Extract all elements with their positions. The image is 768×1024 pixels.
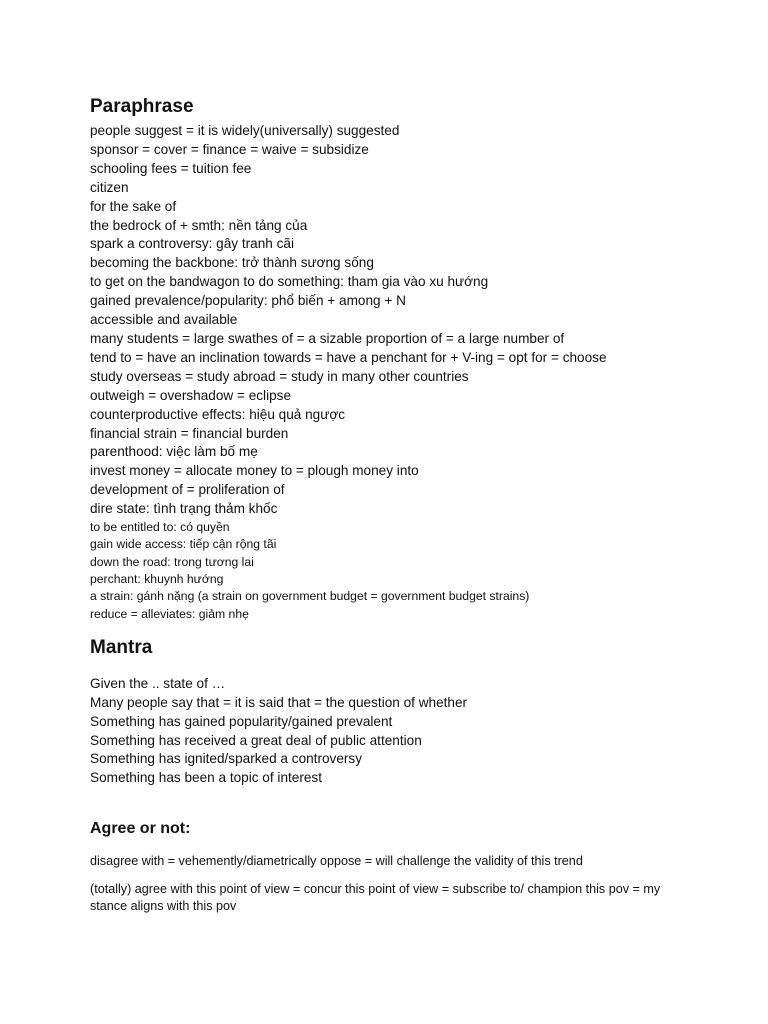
heading-paraphrase: Paraphrase [90,96,194,117]
list-item: financial strain = financial burden [90,425,289,441]
list-item: gained prevalence/popularity: phổ biến + among + N [90,293,406,309]
list-item: for the sake of [90,198,177,214]
list-item: gain wide access: tiếp cận rộng tãi [90,537,277,552]
list-item: Something has been a topic of interest [90,770,322,786]
paragraph-agree: (totally) agree with this point of view = concur this point of view = subscribe to/ champion this pov = my stance aligns with this pov [90,881,661,914]
list-item: perchant: khuynh hướng [90,571,224,586]
list-item: development of = proliferation of [90,482,285,498]
paraphrase-list [90,122,708,519]
list-item: Something has gained popularity/gained prevalent [90,713,393,729]
list-item: Many people say that = it is said that = the question of whether [90,694,468,710]
heading-mantra: Mantra [90,636,153,658]
list-item: becoming the backbone: trở thành sương sống [90,255,374,271]
list-item: dire state: tình trạng thảm khốc [90,501,278,517]
list-item: study overseas = study abroad = study in many other countries [90,368,469,384]
list-item: counterproductive effects: hiệu quả ngược [90,406,346,422]
list-item: to get on the bandwagon to do something: tham gia vào xu hướng [90,274,489,290]
list-item: tend to = have an inclination towards = have a penchant for + V-ing = opt for = choose [90,349,607,365]
list-item: to be entitled to: có quyền [90,520,230,535]
heading-agree-or-not: Agree or not: [90,820,191,838]
list-item: parenthood: việc làm bố mẹ [90,444,258,460]
list-item: down the road: trong tương lai [90,554,254,569]
list-item: many students = large swathes of = a sizable proportion of = a large number of [90,330,565,346]
list-item: people suggest = it is widely(universally) suggested [90,123,400,138]
list-item: citizen [90,179,129,195]
list-item: accessible and available [90,312,238,328]
paragraph-disagree: disagree with = vehemently/diametrically oppose = will challenge the validity of this trend [90,854,583,869]
list-item: schooling fees = tuition fee [90,160,252,176]
list-item: reduce = alleviates: giảm nhẹ [90,606,249,621]
list-item: a strain: gánh nặng (a strain on government budget = government budget strains) [90,589,530,604]
list-item: spark a controversy: gây tranh cãi [90,236,294,252]
list-item: sponsor = cover = finance = waive = subsidize [90,141,369,157]
list-item: Something has received a great deal of public attention [90,732,422,748]
list-item: the bedrock of + smth: nền tảng của [90,217,308,233]
paraphrase-small-list [90,519,708,623]
list-item: Something has ignited/sparked a controversy [90,751,363,767]
mantra-list [90,675,708,788]
list-item: Given the .. state of … [90,675,226,691]
list-item: outweigh = overshadow = eclipse [90,387,292,403]
list-item: invest money = allocate money to = plough money into [90,463,419,479]
